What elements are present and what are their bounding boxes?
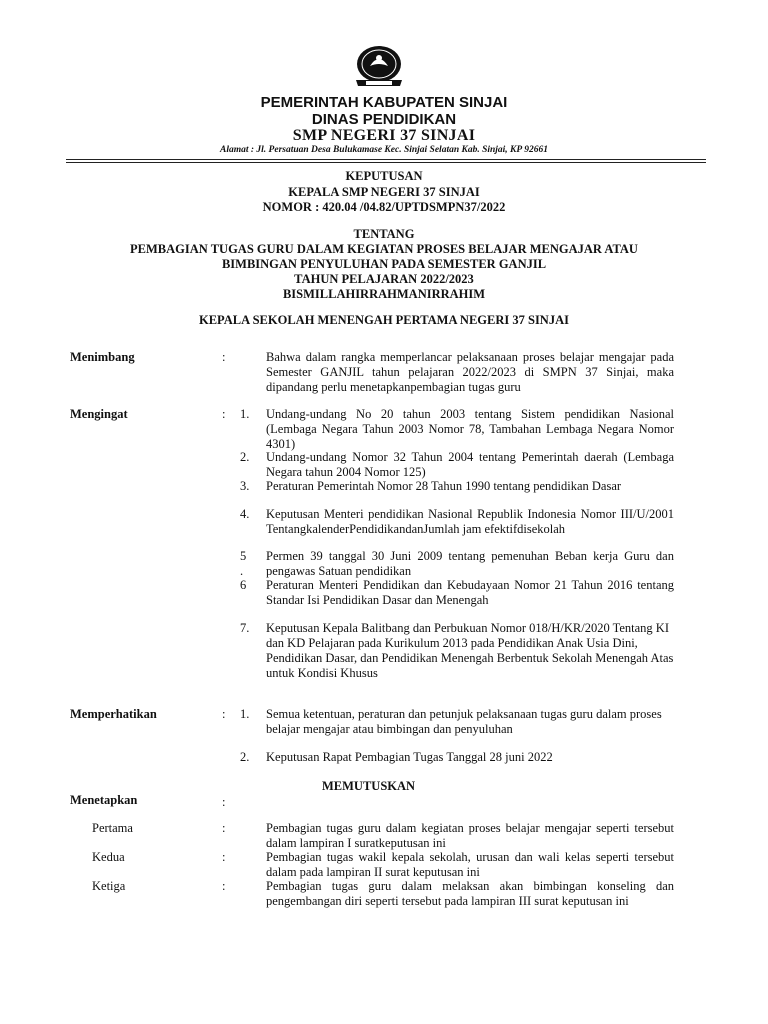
menetapkan-item-label: Pertama <box>92 821 133 835</box>
menetapkan-item-text: Pembagian tugas guru dalam kegiatan proses belajar mengajar seperti tersebut dalam lampiran I suratkeputusan ini <box>266 821 674 850</box>
mengingat-item-number: 3. <box>240 479 250 493</box>
memperhatikan-label: Memperhatikan <box>70 707 157 721</box>
subject-line-1: PEMBAGIAN TUGAS GURU DALAM KEGIATAN PROSES BELAJAR MENGAJAR ATAU <box>130 242 638 256</box>
authority-heading: KEPALA SEKOLAH MENENGAH PERTAMA NEGERI 37 SINJAI <box>199 313 569 327</box>
agency-heading: DINAS PENDIDIKAN <box>311 111 457 128</box>
subject-line-2: BIMBINGAN PENYULUHAN PADA SEMESTER GANJIL <box>221 257 547 271</box>
mengingat-item-text: Keputusan Menteri pendidikan Nasional Republik Indonesia Nomor III/U/2001 TentangkalenderPendidikandanJumlah jam efektifdisekolah <box>266 507 674 536</box>
memperhatikan-item-number: 1. <box>240 707 250 721</box>
school-address: Alamat : Jl. Persatuan Desa Bulukamase Kec. Sinjai Selatan Kab. Sinjai, KP 92661 <box>220 145 548 155</box>
mengingat-item-number: 4. <box>240 507 250 521</box>
memperhatikan-item-text: Keputusan Rapat Pembagian Tugas Tanggal 28 juni 2022 <box>266 750 553 764</box>
menimbang-text: Bahwa dalam rangka memperlancar pelaksanaan proses belajar mengajar pada Semester GANJIL tahun pelajaran 2022/2023 di SMPN 37 Sinjai, maka dipandang perlu menetapkanpembagian tugas guru <box>266 350 674 394</box>
mengingat-item-text: Permen 39 tanggal 30 Juni 2009 tentang pemenuhan Beban kerja Guru dan pengawas Satuan pendidikan <box>266 549 674 578</box>
menetapkan-item-text: Pembagian tugas wakil kepala sekolah, urusan dan wali kelas seperti tersebut dalam pada lampiran II surat keputusan ini <box>266 850 674 879</box>
menetapkan-label: Menetapkan <box>70 793 138 807</box>
menetapkan-item-colon: : <box>222 821 226 835</box>
regency-emblem-logo <box>350 44 408 90</box>
letterhead-rule-thin <box>66 162 706 163</box>
letterhead-rule-thick <box>66 159 706 160</box>
menetapkan-item-label: Kedua <box>92 850 125 864</box>
mengingat-item-number: 7. <box>240 621 250 635</box>
memperhatikan-colon: : <box>222 707 226 721</box>
mengingat-colon: : <box>222 407 226 421</box>
menetapkan-item-colon: : <box>222 850 226 864</box>
issuer-title: KEPALA SMP NEGERI 37 SINJAI <box>288 185 480 199</box>
mengingat-item-number: 1. <box>240 407 250 421</box>
menetapkan-item-text: Pembagian tugas guru dalam melaksan akan bimbingan konseling dan pengembangan diri seperti tersebut pada lampiran III surat keputusan ini <box>266 879 674 908</box>
basmalah: BISMILLAHIRRAHMANIRRAHIM <box>282 287 486 301</box>
mengingat-item-number: 6 <box>240 578 247 592</box>
memperhatikan-item-number: 2. <box>240 750 250 764</box>
mengingat-item-text: Undang-undang No 20 tahun 2003 tentang Sistem pendidikan Nasional (Lembaga Negara Tahun 2003 Nomor 78, Tambahan Lembaga Negara Nomor 4301) <box>266 407 674 451</box>
mengingat-label: Mengingat <box>70 407 128 421</box>
menimbang-label: Menimbang <box>70 350 135 364</box>
memutuskan-heading: MEMUTUSKAN <box>322 779 416 793</box>
menetapkan-colon: : <box>222 795 226 809</box>
memperhatikan-item-text: Semua ketentuan, peraturan dan petunjuk pelaksanaan tugas guru dalam proses belajar mengajar atau bimbingan dan penyuluhan <box>266 707 662 736</box>
document-number: NOMOR : 420.04 /04.82/UPTDSMPN37/2022 <box>262 200 506 214</box>
mengingat-item-number: 5 . <box>240 549 247 578</box>
mengingat-item-text: Peraturan Menteri Pendidikan dan Kebudayaan Nomor 21 Tahun 2016 tentang Standar Isi Pendidikan Dasar dan Menengah <box>266 578 674 607</box>
mengingat-item-number: 2. <box>240 450 250 464</box>
subject-line-3: TAHUN PELAJARAN 2022/2023 <box>294 272 474 286</box>
tentang-heading: TENTANG <box>353 227 415 241</box>
doc-type-title: KEPUTUSAN <box>345 169 423 183</box>
menetapkan-item-label: Ketiga <box>92 879 126 893</box>
mengingat-item-text: Keputusan Kepala Balitbang dan Perbukuan Nomor 018/H/KR/2020 Tentang KI dan KD Pelajaran pada Kurikulum 2013 pada Pendidikan Anak Usia Dini, Pendidikan Dasar, dan Pendidikan Menengah Berbentuk Sekolah Menengah Atas untuk Kondisi Khusus <box>266 621 674 680</box>
mengingat-item-text: Peraturan Pemerintah Nomor 28 Tahun 1990 tentang pendidikan Dasar <box>266 479 622 493</box>
government-heading: PEMERINTAH KABUPATEN SINJAI <box>260 94 508 111</box>
menimbang-colon: : <box>222 350 226 364</box>
school-heading: SMP NEGERI 37 SINJAI <box>292 127 476 144</box>
menetapkan-item-colon: : <box>222 879 226 893</box>
mengingat-item-text: Undang-undang Nomor 32 Tahun 2004 tentang Pemerintah daerah (Lembaga Negara tahun 2004 Nomor 125) <box>266 450 674 479</box>
